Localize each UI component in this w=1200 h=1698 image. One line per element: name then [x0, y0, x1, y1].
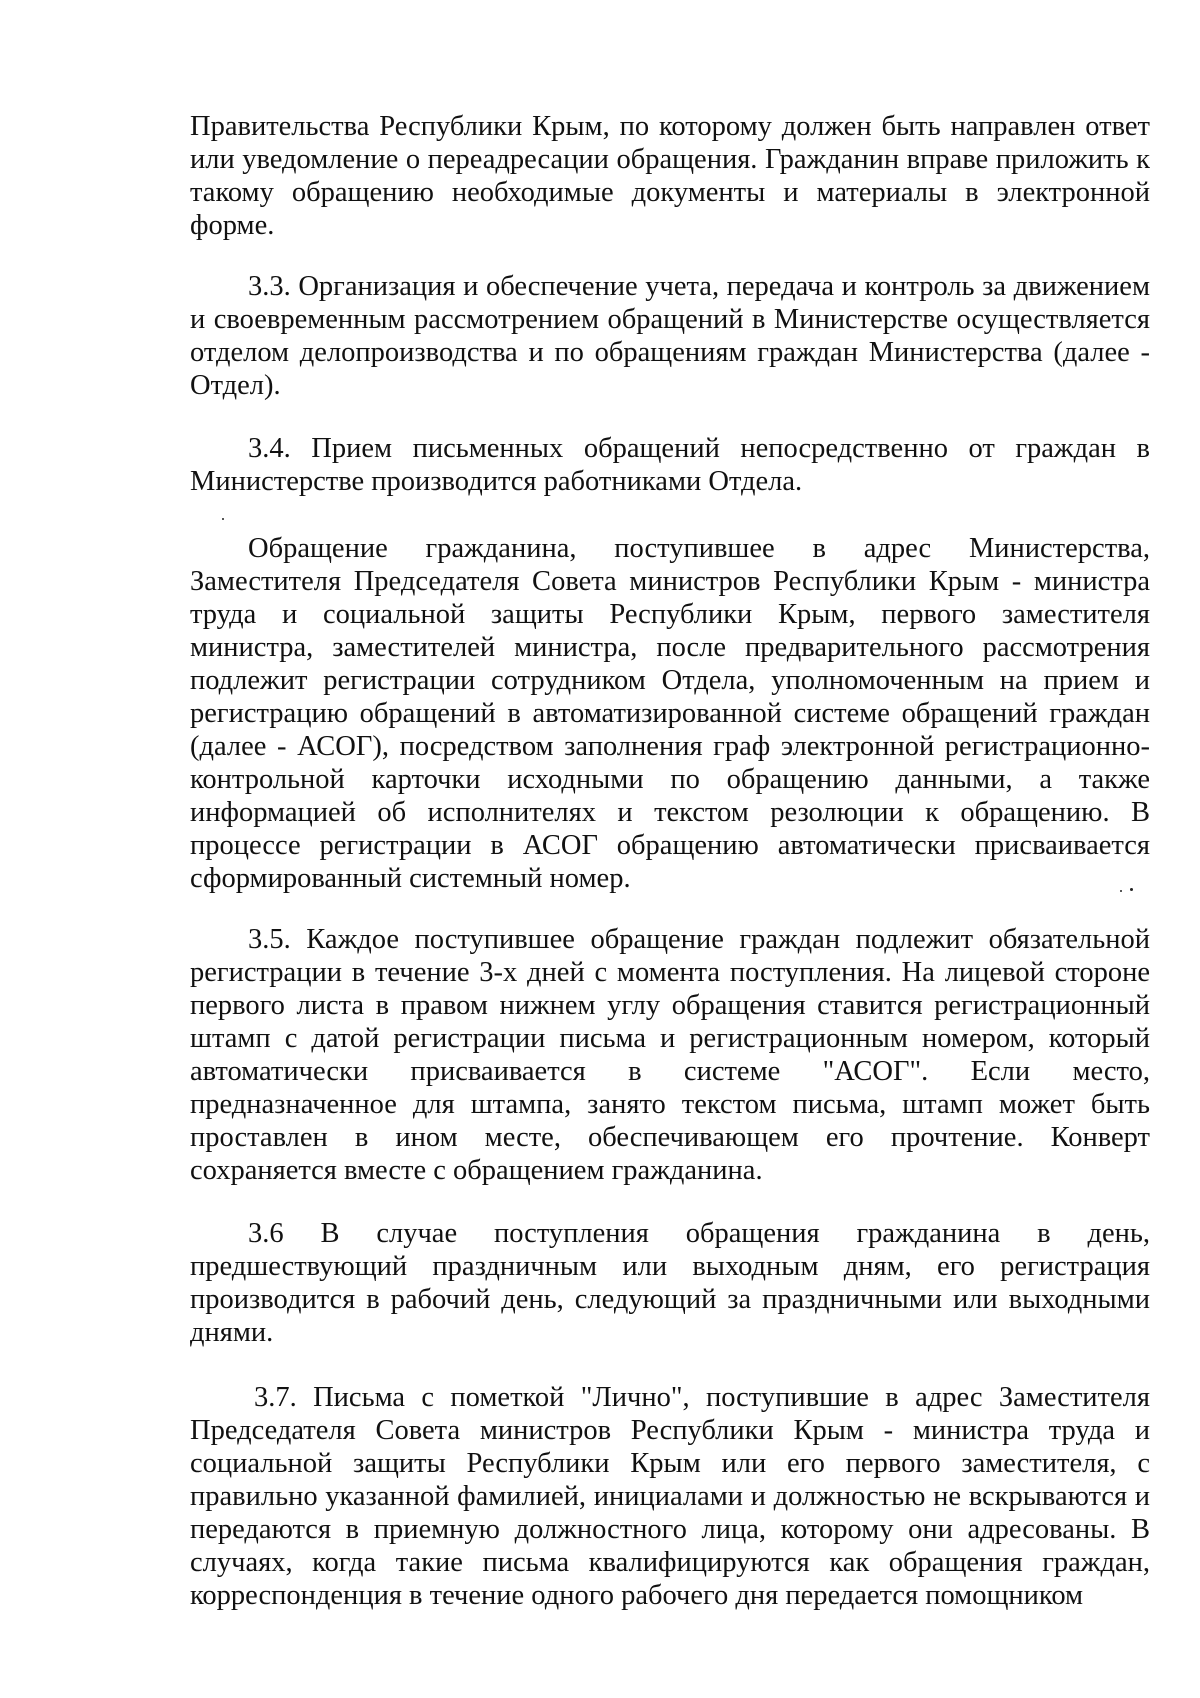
- paragraph-3-5: 3.5. Каждое поступившее обращение граждан подлежит обязательной регистрации в течение 3-х дней с момента поступления. На лицевой стороне первого листа в правом нижнем углу обращения ставится регистрационный штамп с датой регистрации письма и регистрационным номером, который автоматически присваивается в системе "АСОГ". Если место, предназначенное для штампа, занято текстом письма, штамп может быть проставлен в ином месте, обеспечивающем его прочтение. Конверт сохраняется вместе с обращением гражданина.: [190, 924, 1150, 1186]
- paragraph-registration: Обращение гражданина, поступившее в адрес Министерства, Заместителя Председателя Совета министров Республики Крым - министра труда и социальной защиты Республики Крым, первого заместителя министра, заместителей министра, после предварительного рассмотрения подлежит регистрации сотрудником Отдела, уполномоченным на прием и регистрацию обращений в автоматизированной системе обращений граждан (далее - АСОГ), посредством заполнения граф электронной регистрационно-контрольной карточки исходными по обращению данными, а также информацией об исполнителях и текстом резолюции к обращению. В процессе регистрации в АСОГ обращению автоматически присваивается сформированный системный номер.: [190, 533, 1150, 894]
- scan-speck: [222, 518, 224, 520]
- scan-speck: [1120, 890, 1122, 892]
- document-body: [190, 110, 1150, 1642]
- paragraph-3-7: 3.7. Письма с пометкой "Лично", поступившие в адрес Заместителя Председателя Совета министров Республики Крым - министра труда и социальной защиты Республики Крым или его первого заместителя, с правильно указанной фамилией, инициалами и должностью не вскрываются и передаются в приемную должностного лица, которому они адресованы. В случаях, когда такие письма квалифицируются как обращения граждан, корреспонденция в течение одного рабочего дня передается помощником: [190, 1382, 1150, 1611]
- paragraph-3-6: 3.6 В случае поступления обращения гражданина в день, предшествующий праздничным или выходным дням, его регистрация производится в рабочий день, следующий за праздничными или выходными днями.: [190, 1218, 1150, 1348]
- paragraph-3-4: 3.4. Прием письменных обращений непосредственно от граждан в Министерстве производится работниками Отдела.: [190, 433, 1150, 497]
- scan-speck: [1130, 888, 1133, 891]
- paragraph-continuation: Правительства Республики Крым, по которому должен быть направлен ответ или уведомление о переадресации обращения. Гражданин вправе приложить к такому обращению необходимые документы и материалы в электронной форме.: [190, 111, 1150, 241]
- paragraph-3-3: 3.3. Организация и обеспечение учета, передача и контроль за движением и своевременным рассмотрением обращений в Министерстве осуществляется отделом делопроизводства и по обращениям граждан Министерства (далее - Отдел).: [190, 271, 1150, 401]
